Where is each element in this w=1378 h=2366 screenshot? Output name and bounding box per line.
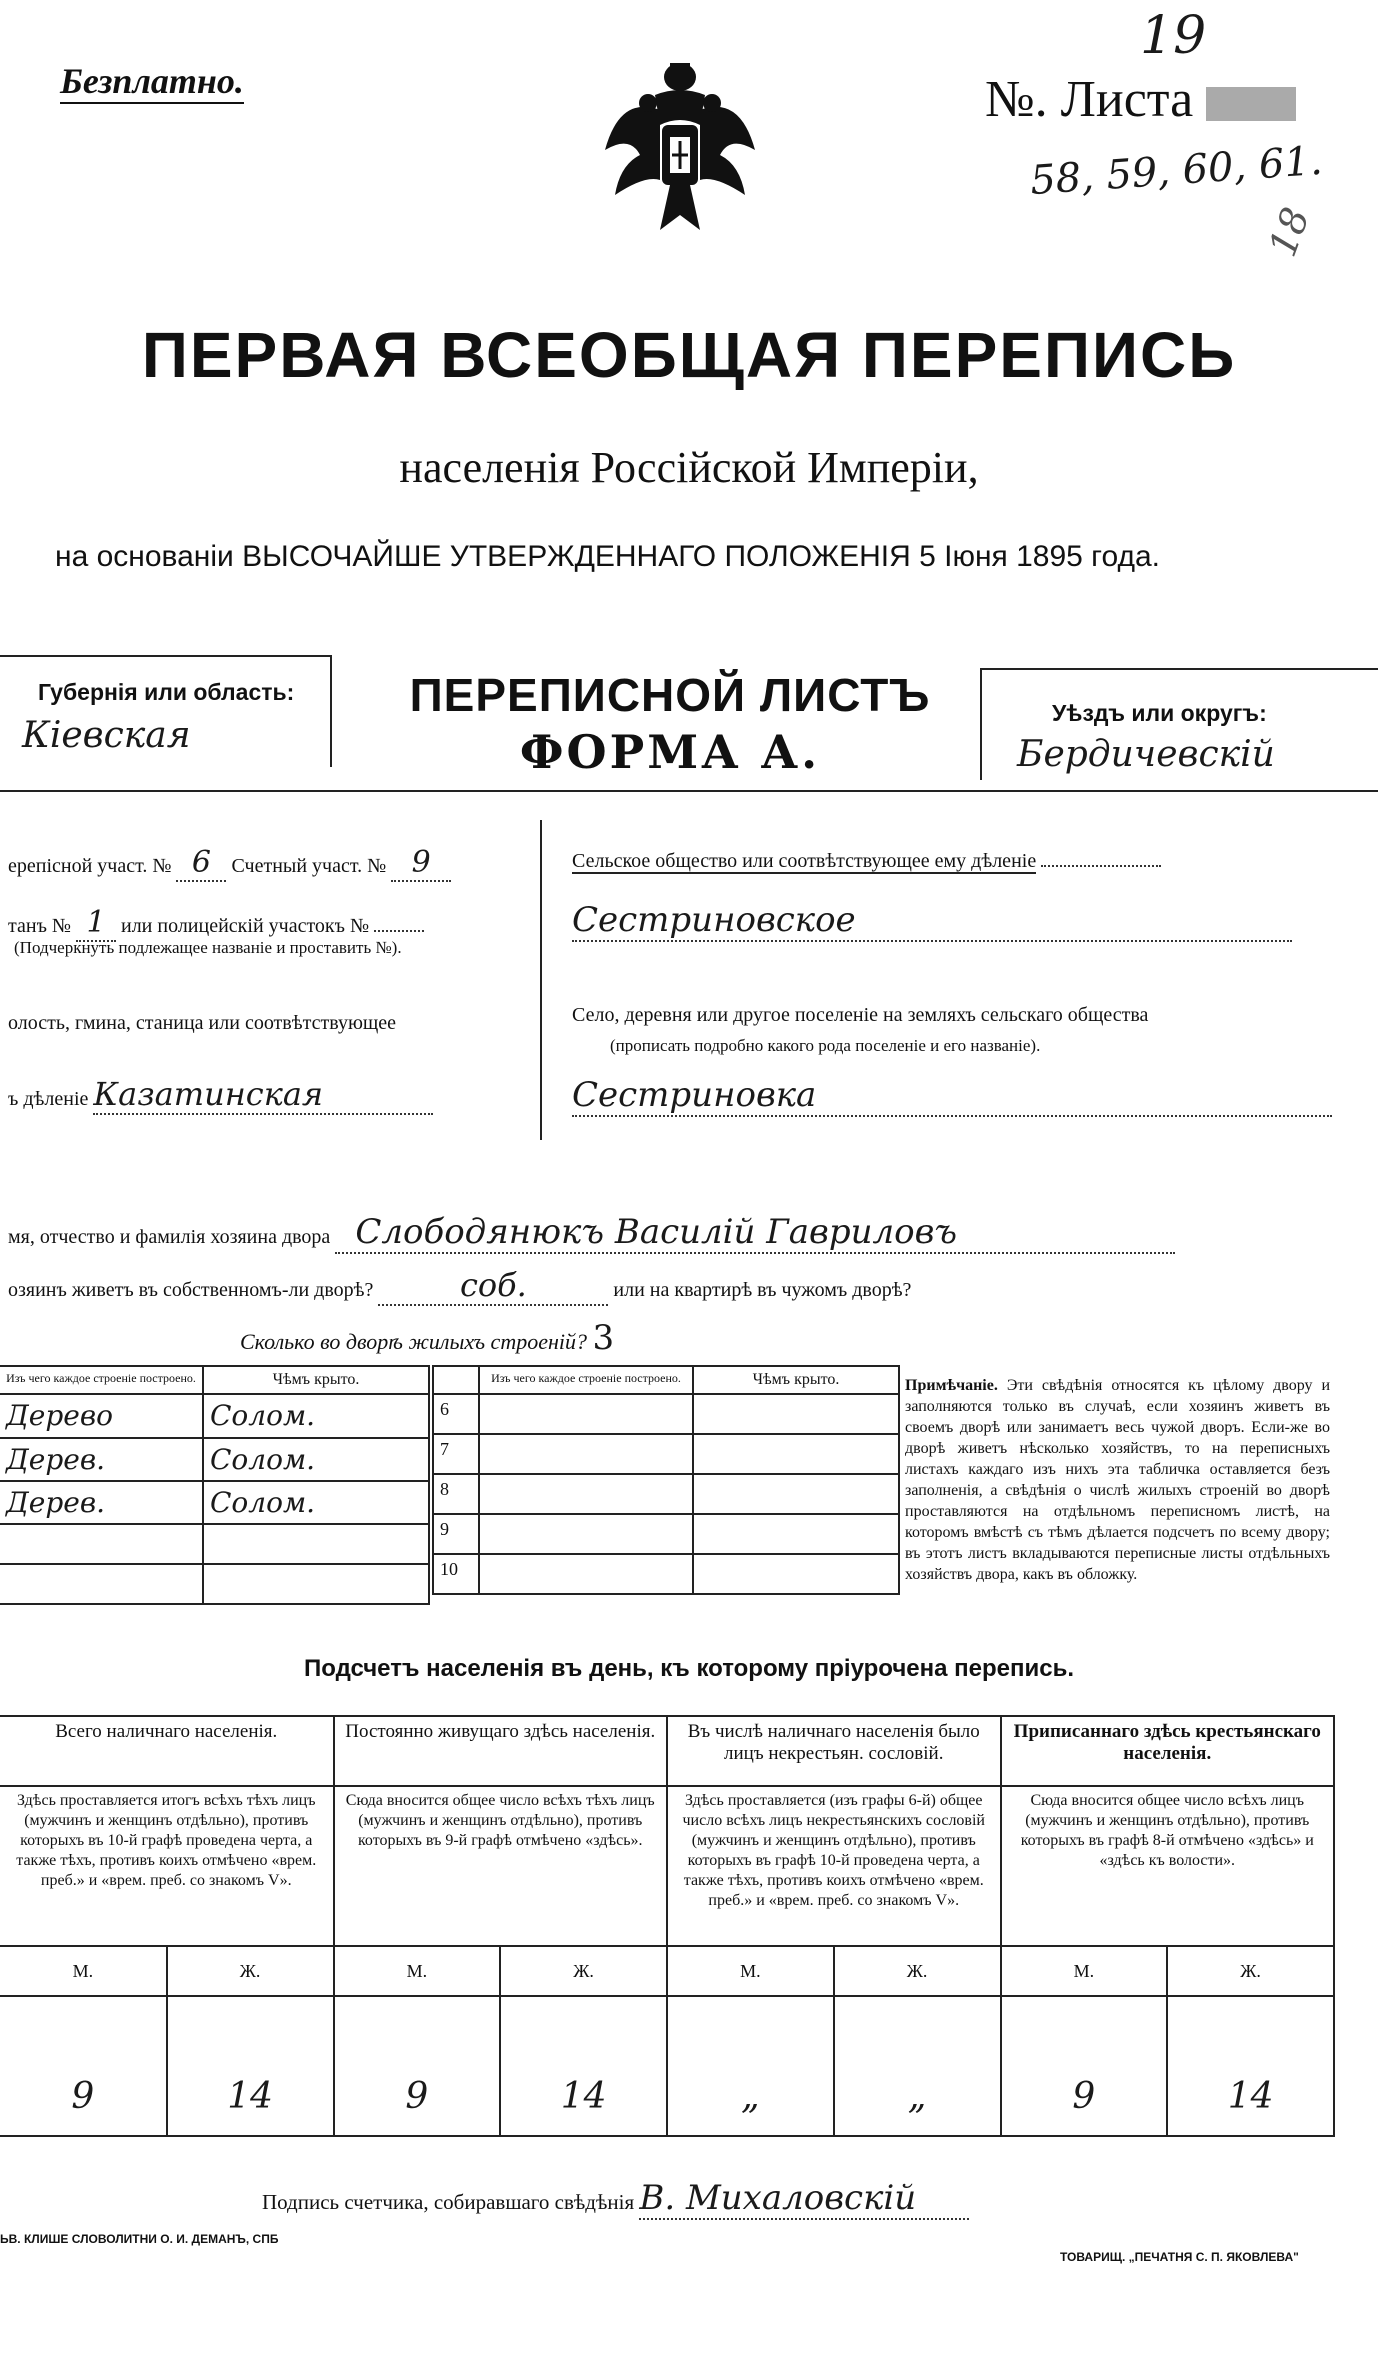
- pop-col-1-m-label: М.: [0, 1946, 167, 1996]
- sheet-title: ПЕРЕПИСНОЙ ЛИСТЪ: [409, 669, 931, 721]
- society-line: [1041, 865, 1161, 867]
- lives-value: соб.: [378, 1266, 608, 1306]
- col-roof-left: Чѣмъ крыто.: [203, 1366, 429, 1394]
- underline-note: (Подчеркнуть подлежащее названіе и проставить №).: [14, 938, 402, 957]
- footer-right: ТОВАРИЩ. „ПЕЧАТНЯ С. П. ЯКОВЛЕВА": [1060, 2250, 1299, 2264]
- population-title: Подсчетъ населенія въ день, къ которому пріурочена перепись.: [304, 1655, 1074, 1682]
- free-label: Безплатно.: [60, 60, 244, 104]
- uezd-box: [980, 668, 1378, 780]
- division-label: ъ дѣленіе: [8, 1088, 89, 1110]
- pop-col-3-f-label: Ж.: [834, 1946, 1001, 1996]
- left-row-5-material: [0, 1564, 203, 1604]
- count-district-label: Счетный участ. №: [231, 855, 387, 877]
- pop-col-4-f-value: 14: [1167, 1996, 1334, 2136]
- col-material-left: Изъ чего каждое строеніе построено.: [0, 1366, 203, 1394]
- sub-title: населенія Россійской Имперіи,: [399, 443, 979, 492]
- right-row-n: 9: [433, 1514, 479, 1554]
- right-row-roof: [693, 1474, 899, 1514]
- margin-mark-handwritten: 18: [1260, 201, 1319, 263]
- main-title: ПЕРВАЯ ВСЕОБЩАЯ ПЕРЕПИСЬ: [141, 319, 1237, 391]
- form-title: ФОРМА А.: [519, 725, 821, 779]
- rent-label: или на квартирѣ въ чужомъ дворѣ?: [613, 1279, 912, 1301]
- gubernia-label: Губернія или область:: [38, 679, 295, 705]
- sheet-no-label: [985, 70, 1296, 129]
- pop-col-2-desc: Сюда вносится общее число всѣхъ тѣхъ лицъ (мужчинъ и женщинъ отдѣльно), противъ которыхъ въ 9-й графѣ отмѣчено «здѣсь».: [334, 1786, 668, 1946]
- pop-col-3-desc: Здѣсь проставляется (изъ графы 6-й) общее число всѣхъ лицъ некрестьянскихъ сословій (мужчинъ и женщинъ отдѣльно), противъ которыхъ въ графѣ 10-й проведена черта, а также тѣхъ, противъ коихъ отмѣчено «врем. преб.» и «врем. преб. со знакомъ V».: [667, 1786, 1001, 1946]
- left-row-1-material: Дерево: [0, 1394, 203, 1438]
- right-row-roof: [693, 1554, 899, 1594]
- pop-col-4-m-value: 9: [1001, 1996, 1168, 2136]
- pop-col-2-heading: Постоянно живущаго здѣсь населенія.: [334, 1716, 668, 1786]
- signature-value: В. Михаловскій: [639, 2178, 969, 2220]
- division-value: Казатинская: [93, 1075, 433, 1115]
- right-row-material: [479, 1474, 693, 1514]
- pop-col-1-f-label: Ж.: [167, 1946, 334, 1996]
- note-label: Примѣчаніе.: [905, 1377, 998, 1394]
- society-row: [572, 850, 1161, 873]
- col-n-right: [433, 1366, 479, 1394]
- pop-col-4-m-label: М.: [1001, 1946, 1168, 1996]
- basis-line: на основаніи ВЫСОЧАЙШЕ УТВЕРЖДЕННАГО ПОЛОЖЕНІЯ 5 Іюня 1895 года.: [55, 540, 1161, 573]
- left-row-5-roof: [203, 1564, 429, 1604]
- left-row-3-material: Дерев.: [0, 1481, 203, 1524]
- pop-col-3-f-value: „: [834, 1996, 1001, 2136]
- pop-col-3-m-label: М.: [667, 1946, 834, 1996]
- stan-row: [8, 905, 424, 942]
- police-label: или полицейскій участокъ №: [121, 915, 370, 937]
- left-row-2-material: Дерев.: [0, 1438, 203, 1481]
- owner-label: мя, отчество и фамилія хозяина двора: [8, 1226, 331, 1248]
- population-table: [0, 1715, 1335, 2137]
- right-row-n: 8: [433, 1474, 479, 1514]
- right-row-n: 6: [433, 1394, 479, 1434]
- page-number-handwritten: 19: [1140, 6, 1207, 66]
- census-district-label: ерепісной участ. №: [8, 855, 172, 877]
- buildings-row: [240, 1318, 693, 1358]
- society-value: Сестриновское: [572, 900, 1292, 942]
- gubernia-value: Кіевская: [22, 715, 191, 756]
- right-row-roof: [693, 1514, 899, 1554]
- left-row-4-roof: [203, 1524, 429, 1564]
- imperial-eagle-emblem: [600, 55, 760, 255]
- pop-col-1-f-value: 14: [167, 1996, 334, 2136]
- volost-label: олость, гмина, станица или соотвѣтствующее: [8, 1012, 397, 1034]
- right-row-material: [479, 1434, 693, 1474]
- buildings-value: 3: [592, 1318, 615, 1358]
- buildings-table-right: [432, 1365, 900, 1595]
- uezd-label: Уѣздъ или округъ:: [1052, 700, 1267, 726]
- stan-value: 1: [76, 905, 116, 942]
- owner-row: [8, 1212, 1175, 1254]
- left-row-1-roof: Солом.: [203, 1394, 429, 1438]
- village-note: (прописать подробно какого рода поселеніе и его названіе).: [610, 1036, 1041, 1055]
- buildings-table-left: [0, 1365, 430, 1605]
- fields-divider: [540, 820, 542, 1140]
- pop-col-4-heading: Приписаннаго здѣсь крестьянскаго населенія.: [1001, 1716, 1335, 1786]
- pop-col-1-m-value: 9: [0, 1996, 167, 2136]
- division-row: [8, 1075, 433, 1115]
- col-material-right: Изъ чего каждое строеніе построено.: [479, 1366, 693, 1394]
- left-row-3-roof: Солом.: [203, 1481, 429, 1524]
- count-district-value: 9: [391, 845, 451, 882]
- pop-col-1-desc: Здѣсь проставляется итогъ всѣхъ тѣхъ лицъ (мужчинъ и женщинъ отдѣльно), противъ которыхъ въ 10-й графѣ проведена черта, а также тѣхъ, противъ коихъ отмѣчено «врем. преб.» и «врем. преб. со знакомъ V».: [0, 1786, 334, 1946]
- signature-label: Подпись счетчика, собиравшаго свѣдѣнія: [262, 2190, 635, 2214]
- footer-left: ЬВ. КЛИШЕ СЛОВОЛИТНИ О. И. ДЕМАНЪ, СПБ: [0, 2232, 279, 2246]
- note-block: [905, 1375, 1330, 1585]
- sheet-numbers-handwritten: 58, 59, 60, 61.: [1028, 137, 1324, 205]
- village-value: Сестриновка: [572, 1075, 1332, 1117]
- police-value: [374, 930, 424, 932]
- society-label: Сельское общество или соотвѣтствующее ему дѣленіе: [572, 850, 1037, 872]
- header-divider: [0, 790, 1378, 792]
- right-row-material: [479, 1394, 693, 1434]
- uezd-value: Бердичевскій: [1017, 734, 1275, 775]
- pop-col-2-m-value: 9: [334, 1996, 501, 2136]
- owner-value: Слободянюкъ Василій Гавриловъ: [335, 1212, 1175, 1254]
- right-row-material: [479, 1554, 693, 1594]
- redaction-box: [1206, 87, 1296, 121]
- village-label: Село, деревня или другое поселеніе на земляхъ сельскаго общества: [572, 1004, 1149, 1026]
- pop-col-2-f-label: Ж.: [500, 1946, 667, 1996]
- gubernia-box: [0, 655, 332, 767]
- sheet-no-text: №. Листа: [985, 71, 1194, 128]
- buildings-label: Сколько во дворѣ жилыхъ строеній?: [240, 1329, 587, 1354]
- right-row-roof: [693, 1394, 899, 1434]
- pop-col-2-f-value: 14: [500, 1996, 667, 2136]
- census-district-value: 6: [176, 845, 226, 882]
- left-row-4-material: [0, 1524, 203, 1564]
- pop-col-3-m-value: „: [667, 1996, 834, 2136]
- right-row-material: [479, 1514, 693, 1554]
- right-row-roof: [693, 1434, 899, 1474]
- left-row-2-roof: Солом.: [203, 1438, 429, 1481]
- note-text: Эти свѣдѣнія относятся къ цѣлому двору и заполняются только въ случаѣ, если хозяинъ живетъ въ своемъ дворѣ или занимаетъ весь чужой дворъ. Если-же во дворѣ живетъ нѣсколько хозяйствъ, то на переписныхъ листахъ каждаго изъ нихъ эта табличка оставляется безъ заполненія, а свѣдѣнія о числѣ жилыхъ строеній во дворѣ проставляются на отдѣльномъ переписномъ листѣ, на которомъ вмѣстѣ съ тѣмъ дѣлается подсчетъ по всему двору; въ этотъ листъ вкладываются переписные листы отдѣльныхъ хозяйствъ двора, какъ въ обложку.: [905, 1377, 1331, 1583]
- lives-row: [8, 1266, 911, 1306]
- lives-label: озяинъ живетъ въ собственномъ-ли дворѣ?: [8, 1279, 374, 1301]
- pop-col-4-f-label: Ж.: [1167, 1946, 1334, 1996]
- pop-col-1-heading: Всего наличнаго населенія.: [0, 1716, 334, 1786]
- right-row-n: 7: [433, 1434, 479, 1474]
- col-roof-right: Чѣмъ крыто.: [693, 1366, 899, 1394]
- pop-col-4-desc: Сюда вносится общее число всѣхъ лицъ (мужчинъ и женщинъ отдѣльно), противъ которыхъ въ графѣ 8-й отмѣчено «здѣсь» и «здѣсь къ волости».: [1001, 1786, 1335, 1946]
- pop-col-3-heading: Въ числѣ наличнаго населенія было лицъ некрестьян. сословій.: [667, 1716, 1001, 1786]
- pop-col-2-m-label: М.: [334, 1946, 501, 1996]
- signature-row: [262, 2178, 969, 2220]
- right-row-n: 10: [433, 1554, 479, 1594]
- stan-label: танъ №: [8, 915, 71, 937]
- census-district-row: [8, 845, 451, 882]
